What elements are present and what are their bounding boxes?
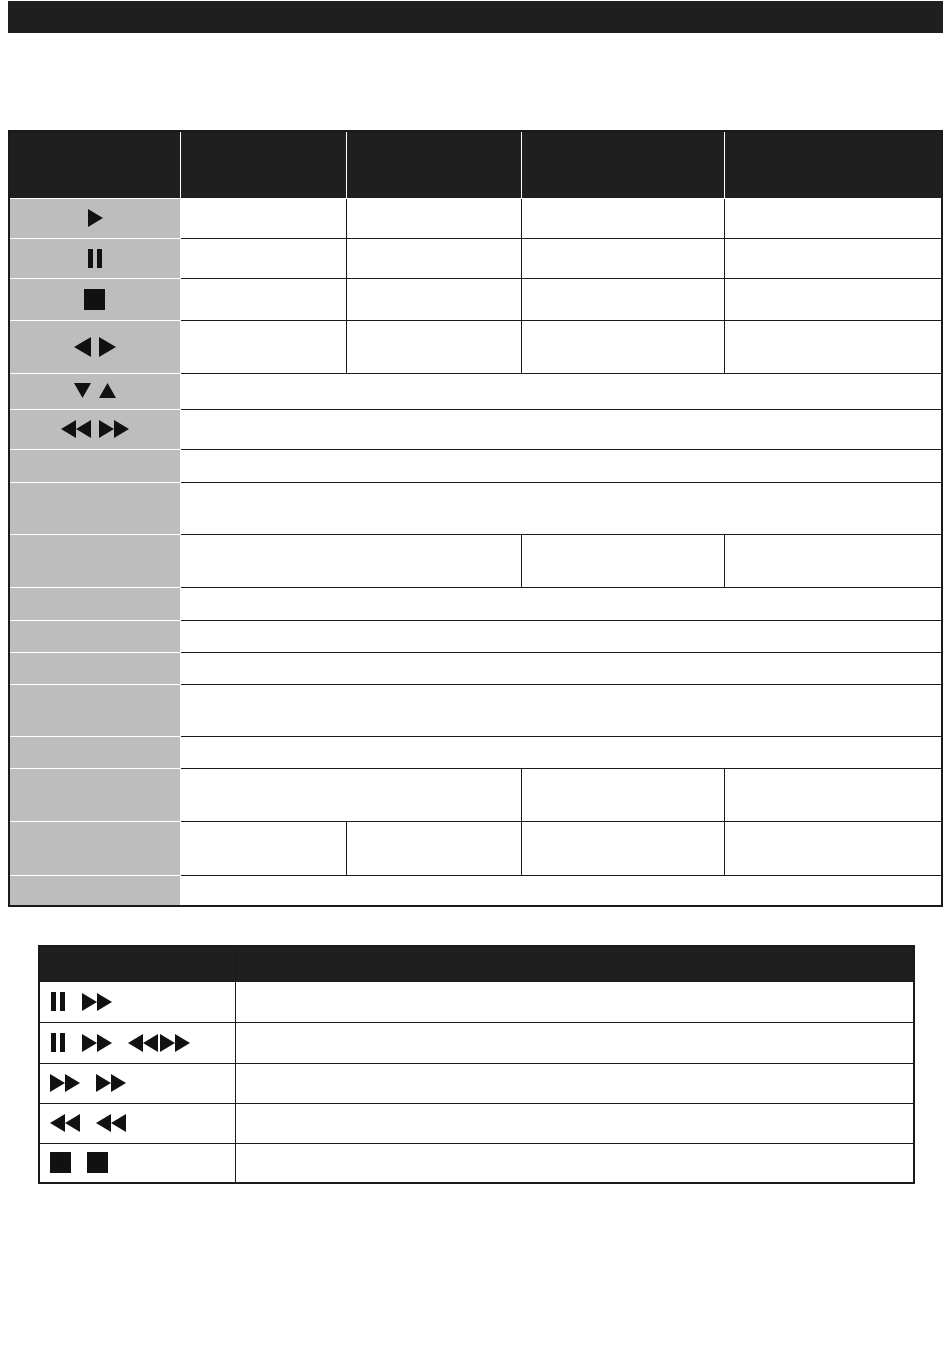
down-arrow-icon — [74, 383, 91, 398]
table-cell — [180, 534, 521, 587]
table-row — [9, 198, 942, 238]
table-cell — [180, 409, 942, 449]
fast-forward-icon — [99, 420, 129, 438]
stop-icon — [50, 1152, 71, 1173]
left-arrow-icon — [74, 337, 91, 357]
header-cell-2 — [347, 131, 521, 198]
key-cell — [9, 620, 180, 652]
table-cell — [347, 821, 521, 875]
key-combo-cell — [39, 1103, 235, 1143]
key-combo-cell — [39, 981, 235, 1022]
table-row — [9, 278, 942, 320]
key-cell — [9, 736, 180, 768]
table-cell — [724, 821, 942, 875]
table-cell — [180, 620, 942, 652]
key-combination-table — [38, 945, 915, 1184]
stop-icon — [87, 1152, 108, 1173]
table-row — [9, 409, 942, 449]
header-cell-3 — [521, 131, 724, 198]
description-cell — [235, 1103, 914, 1143]
key-cell — [9, 768, 180, 821]
table-cell — [180, 684, 942, 736]
key-function-table — [8, 130, 943, 907]
fast-forward-icon — [82, 1034, 112, 1052]
table-cell — [180, 278, 346, 320]
play-icon — [87, 209, 103, 227]
header-cell-4 — [724, 131, 942, 198]
key-cell — [9, 684, 180, 736]
fast-forward-icon — [96, 1074, 126, 1092]
up-arrow-icon — [99, 383, 116, 398]
key-cell — [9, 449, 180, 482]
table-cell — [521, 768, 724, 821]
fast-forward-icon — [50, 1074, 80, 1092]
key-cell-rewind-forward — [9, 409, 180, 449]
table-row — [9, 821, 942, 875]
key-cell-left-right — [9, 320, 180, 373]
table-row — [39, 1063, 914, 1103]
table-cell — [180, 587, 942, 620]
table-cell — [180, 482, 942, 534]
pause-icon — [50, 992, 66, 1011]
table-cell — [180, 449, 942, 482]
rewind-icon — [50, 1114, 80, 1132]
header-cell-1 — [180, 131, 346, 198]
table-cell — [724, 198, 942, 238]
rewind-icon — [61, 420, 91, 438]
table-row — [9, 587, 942, 620]
table-row — [39, 981, 914, 1022]
key-combo-cell — [39, 1022, 235, 1063]
table-row — [9, 875, 942, 906]
table-cell — [347, 238, 521, 278]
key-cell-down-up — [9, 373, 180, 409]
pause-icon — [87, 249, 103, 268]
table-row — [9, 320, 942, 373]
rewind-icon — [96, 1114, 126, 1132]
fast-forward-icon — [160, 1034, 190, 1052]
key-cell — [9, 482, 180, 534]
table-row — [9, 768, 942, 821]
table-cell — [521, 198, 724, 238]
description-cell — [235, 1063, 914, 1103]
key-cell — [9, 587, 180, 620]
table-row — [9, 373, 942, 409]
table-cell — [180, 320, 346, 373]
table-row — [39, 1022, 914, 1063]
key-combo-cell — [39, 1063, 235, 1103]
table-row — [9, 652, 942, 684]
key-combo-cell — [39, 1143, 235, 1183]
table-cell — [180, 821, 346, 875]
table-header-row — [9, 131, 942, 198]
header-cell-key — [9, 131, 180, 198]
table-cell — [521, 534, 724, 587]
table-cell — [724, 534, 942, 587]
key-cell — [9, 534, 180, 587]
table-row — [39, 1103, 914, 1143]
key-cell-pause — [9, 238, 180, 278]
table-row — [9, 482, 942, 534]
key-cell-stop — [9, 278, 180, 320]
right-arrow-icon — [99, 337, 116, 357]
description-cell — [235, 1143, 914, 1183]
table-row — [9, 684, 942, 736]
key-cell — [9, 652, 180, 684]
table-cell — [724, 768, 942, 821]
table-row — [9, 620, 942, 652]
table-header-row — [39, 946, 914, 981]
stop-icon — [84, 289, 105, 310]
section-title-bar — [8, 1, 943, 33]
table-row — [9, 736, 942, 768]
table-cell — [180, 736, 942, 768]
description-cell — [235, 981, 914, 1022]
table-cell — [347, 198, 521, 238]
table-cell — [180, 198, 346, 238]
table-cell — [180, 373, 942, 409]
table-row — [9, 238, 942, 278]
table-cell — [180, 652, 942, 684]
key-cell — [9, 821, 180, 875]
table-row — [9, 449, 942, 482]
table-cell — [521, 821, 724, 875]
table-cell — [521, 238, 724, 278]
key-cell-play — [9, 198, 180, 238]
table-cell — [521, 278, 724, 320]
table-cell — [347, 320, 521, 373]
table-cell — [347, 278, 521, 320]
pause-icon — [50, 1033, 66, 1052]
table-cell — [724, 320, 942, 373]
header-cell-keys — [39, 946, 235, 981]
fast-forward-icon — [82, 993, 112, 1011]
table-row — [9, 534, 942, 587]
table-cell — [724, 278, 942, 320]
table-cell — [724, 238, 942, 278]
table-cell — [180, 238, 346, 278]
table-cell — [521, 320, 724, 373]
table-cell — [180, 875, 942, 906]
rewind-icon — [128, 1034, 158, 1052]
description-cell — [235, 1022, 914, 1063]
key-cell — [9, 875, 180, 906]
table-row — [39, 1143, 914, 1183]
header-cell-description — [235, 946, 914, 981]
table-cell — [180, 768, 521, 821]
